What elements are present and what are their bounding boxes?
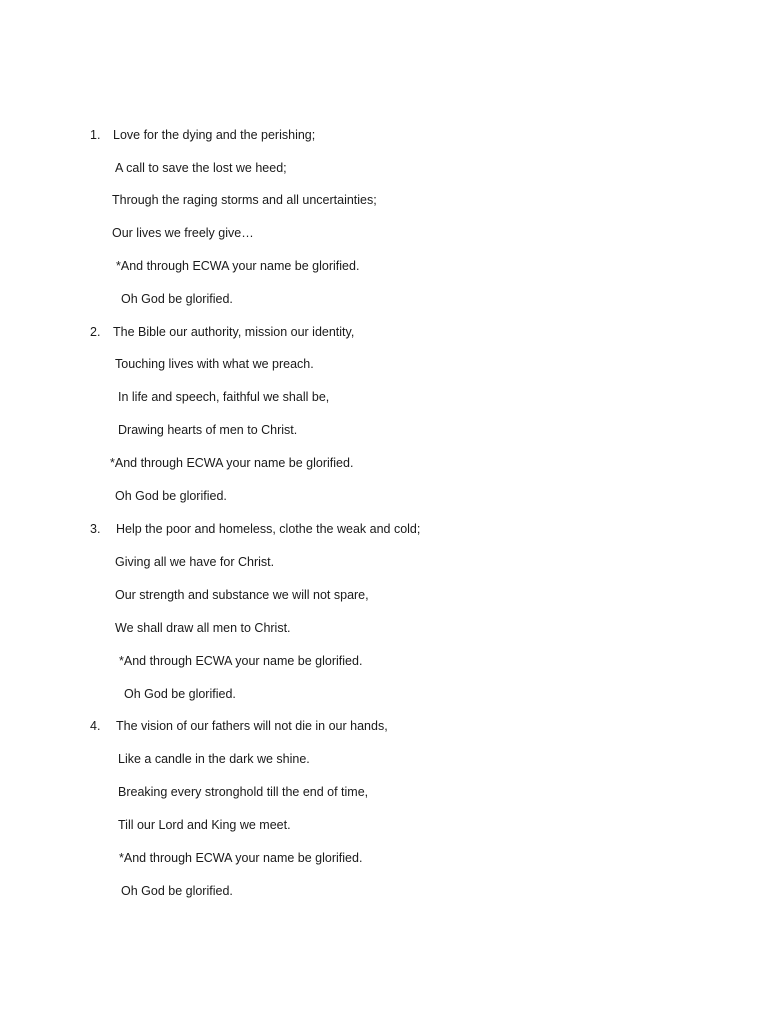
verse-line: Drawing hearts of men to Christ. [118, 423, 298, 437]
verse-line: Breaking every stronghold till the end of time, [118, 785, 369, 799]
chorus-line: *And through ECWA your name be glorified. [119, 654, 363, 668]
chorus-line: Oh God be glorified. [124, 687, 236, 701]
chorus-line: *And through ECWA your name be glorified. [116, 259, 360, 273]
verse-line: The vision of our fathers will not die in our hands, [116, 719, 388, 733]
verse-number: 1. [90, 128, 101, 142]
chorus-line: *And through ECWA your name be glorified. [110, 456, 354, 470]
verse-line: Help the poor and homeless, clothe the weak and cold; [116, 522, 421, 536]
verse-line: Like a candle in the dark we shine. [118, 752, 310, 766]
verse-line: Our strength and substance we will not spare, [115, 588, 369, 602]
verse-line: Till our Lord and King we meet. [118, 818, 291, 832]
chorus-line: *And through ECWA your name be glorified. [119, 851, 363, 865]
chorus-line: Oh God be glorified. [115, 489, 227, 503]
verse-line: In life and speech, faithful we shall be, [118, 390, 330, 404]
chorus-line: Oh God be glorified. [121, 292, 233, 306]
verse-line: Touching lives with what we preach. [115, 357, 314, 371]
verse-line: The Bible our authority, mission our identity, [113, 325, 355, 339]
verse-line: Giving all we have for Christ. [115, 555, 275, 569]
verse-line: A call to save the lost we heed; [115, 161, 287, 175]
verse-number: 4. [90, 719, 101, 733]
verse-number: 2. [90, 325, 101, 339]
verse-line: We shall draw all men to Christ. [115, 621, 291, 635]
verse-line: Our lives we freely give… [112, 226, 254, 240]
verse-line: Through the raging storms and all uncertainties; [112, 193, 377, 207]
verse-number: 3. [90, 522, 101, 536]
chorus-line: Oh God be glorified. [121, 884, 233, 898]
verse-line: Love for the dying and the perishing; [113, 128, 316, 142]
